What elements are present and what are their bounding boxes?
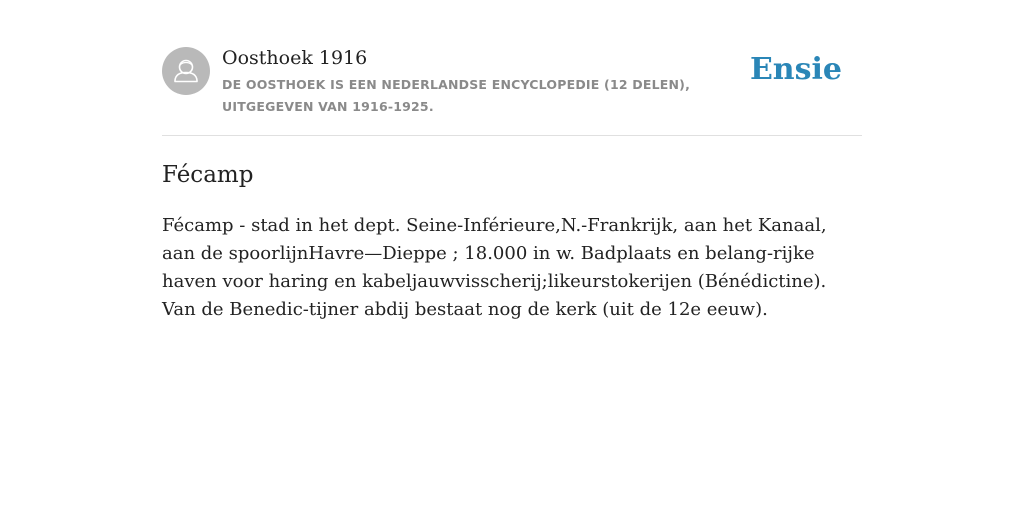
source-avatar [162, 47, 210, 95]
entry-page [162, 0, 862, 512]
article-body: Fécamp - stad in het dept. Seine-Inférieure,N.-Frankrijk, aan het Kanaal, aan de spoorlijnHavre—Dieppe ; 18.000 in w. Badplaats en belang-rijke haven voor haring en kabeljauwvisscherij;likeurstokerijen (Bénédictine). Van de Benedic-tijner abdij bestaat nog de kerk (uit de 12e eeuw). [162, 215, 827, 320]
source-description: DE OOSTHOEK IS EEN NEDERLANDSE ENCYCLOPEDIE (12 DELEN), UITGEGEVEN VAN 1916-1925. [222, 77, 691, 114]
article-title: Fécamp [162, 162, 254, 188]
source-header [162, 46, 862, 136]
header-divider [162, 135, 862, 136]
source-info [222, 46, 762, 118]
user-icon [162, 47, 210, 95]
ensie-logo-link[interactable]: Ensie [749, 52, 842, 87]
source-title: Oosthoek 1916 [222, 47, 368, 69]
